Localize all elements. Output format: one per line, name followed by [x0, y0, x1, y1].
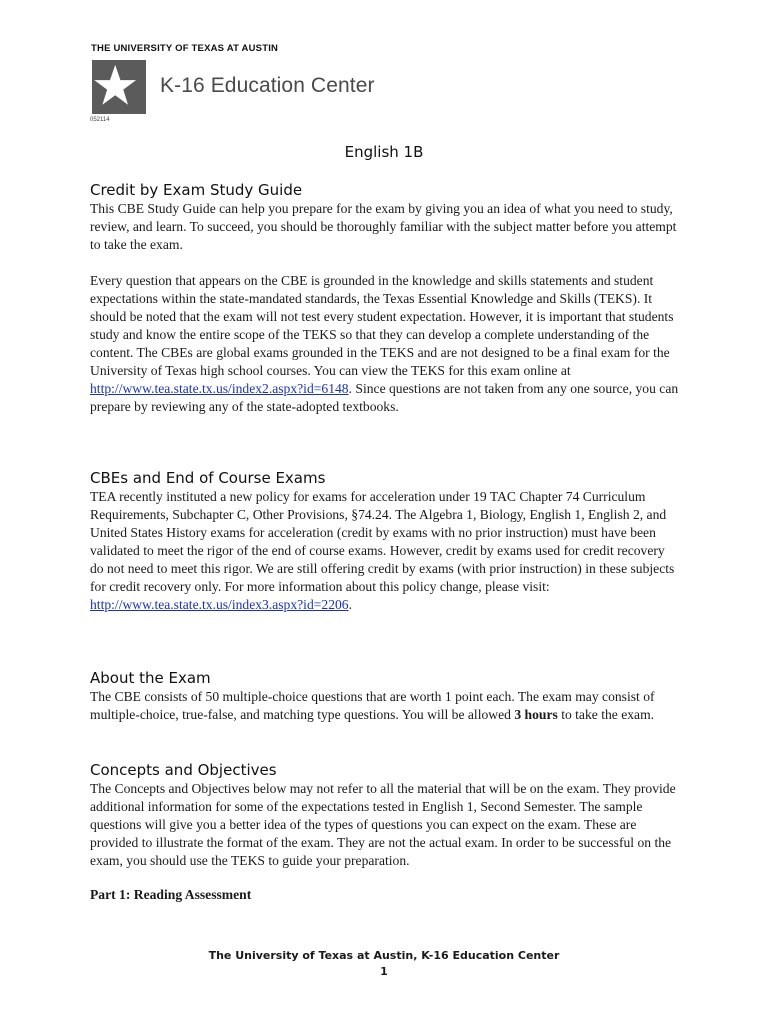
star-icon	[92, 60, 146, 114]
policy-link[interactable]: http://www.tea.state.tx.us/index3.aspx?id=2206	[90, 597, 349, 612]
university-name: THE UNIVERSITY OF TEXAS AT AUSTIN	[91, 43, 279, 54]
section-heading: About the Exam	[90, 669, 211, 687]
page-number: 1	[380, 965, 388, 978]
paragraph	[90, 688, 680, 724]
section-heading: Credit by Exam Study Guide	[90, 181, 303, 199]
paragraph	[90, 488, 680, 614]
footer-text: The University of Texas at Austin, K-16 Education Center	[208, 949, 560, 962]
center-name: K-16 Education Center	[160, 74, 375, 97]
section-about-exam	[90, 669, 680, 724]
teks-link[interactable]: http://www.tea.state.tx.us/index2.aspx?id=6148	[90, 381, 349, 396]
paragraph-text: The CBE consists of 50 multiple-choice questions that are worth 1 point each. The exam may consist of multiple-choice, true-false, and matching type questions. You will be allowed	[90, 689, 655, 722]
page-footer	[0, 948, 768, 980]
paragraph-text: . Since questions are not taken from any one source, you can prepare by reviewing any of the state-adopted textbooks.	[90, 381, 679, 414]
paragraph-text: TEA recently instituted a new policy for exams for acceleration under 19 TAC Chapter 74 Curriculum Requirements, Subchapter C, Other Provisions, §74.24. The Algebra 1, Biology, English 1, English 2, and United States History exams for acceleration (credit by exams with no prior instruction) must have been validated to meet the rigor of the end of course exams. However, credit by exams used for credit recovery do not need to meet this rigor. We are still offering credit by exams (with prior instruction) in these subjects for credit recovery only. For more information about this policy change, please visit:	[90, 489, 675, 594]
section-heading: Concepts and Objectives	[90, 761, 277, 779]
part-heading: Part 1: Reading Assessment	[90, 887, 252, 902]
document-code: 052114	[90, 117, 110, 123]
paragraph-text: Every question that appears on the CBE is grounded in the knowledge and skills statements and student expectations within the state-mandated standards, the Texas Essential Knowledge and Skills (TEKS). It should be noted that the exam will not test every student expectation. However, it is important that students study and know the entire scope of the TEKS so that they can develop a complete understanding of the content. The CBEs are global exams grounded in the TEKS and are not designed to be a final exam for the University of Texas high school courses. You can view the TEKS for this exam online at	[90, 273, 674, 378]
section-heading: CBEs and End of Course Exams	[90, 469, 326, 487]
exam-duration: 3 hours	[514, 707, 558, 722]
paragraph	[90, 272, 680, 416]
paragraph: This CBE Study Guide can help you prepare for the exam by giving you an idea of what you need to study, review, and learn. To succeed, you should be thoroughly familiar with the subject matter before you attempt to take the exam.	[90, 201, 677, 252]
section-eoc	[90, 469, 680, 614]
document-title: English 1B	[344, 143, 424, 161]
section-study-guide	[90, 181, 680, 416]
paragraph-text: to take the exam.	[561, 707, 655, 722]
paragraph: The Concepts and Objectives below may not refer to all the material that will be on the exam. They provide additional information for some of the expectations tested in English 1, Second Semester. The sample questions will give you a better idea of the types of questions you can expect on the exam. These are provided to illustrate the format of the exam. They are not the actual exam. In order to be successful on the exam, you should use the TEKS to guide your preparation.	[90, 781, 676, 868]
k16-logo	[92, 60, 146, 114]
paragraph-text: .	[348, 597, 353, 612]
section-concepts	[90, 761, 680, 904]
